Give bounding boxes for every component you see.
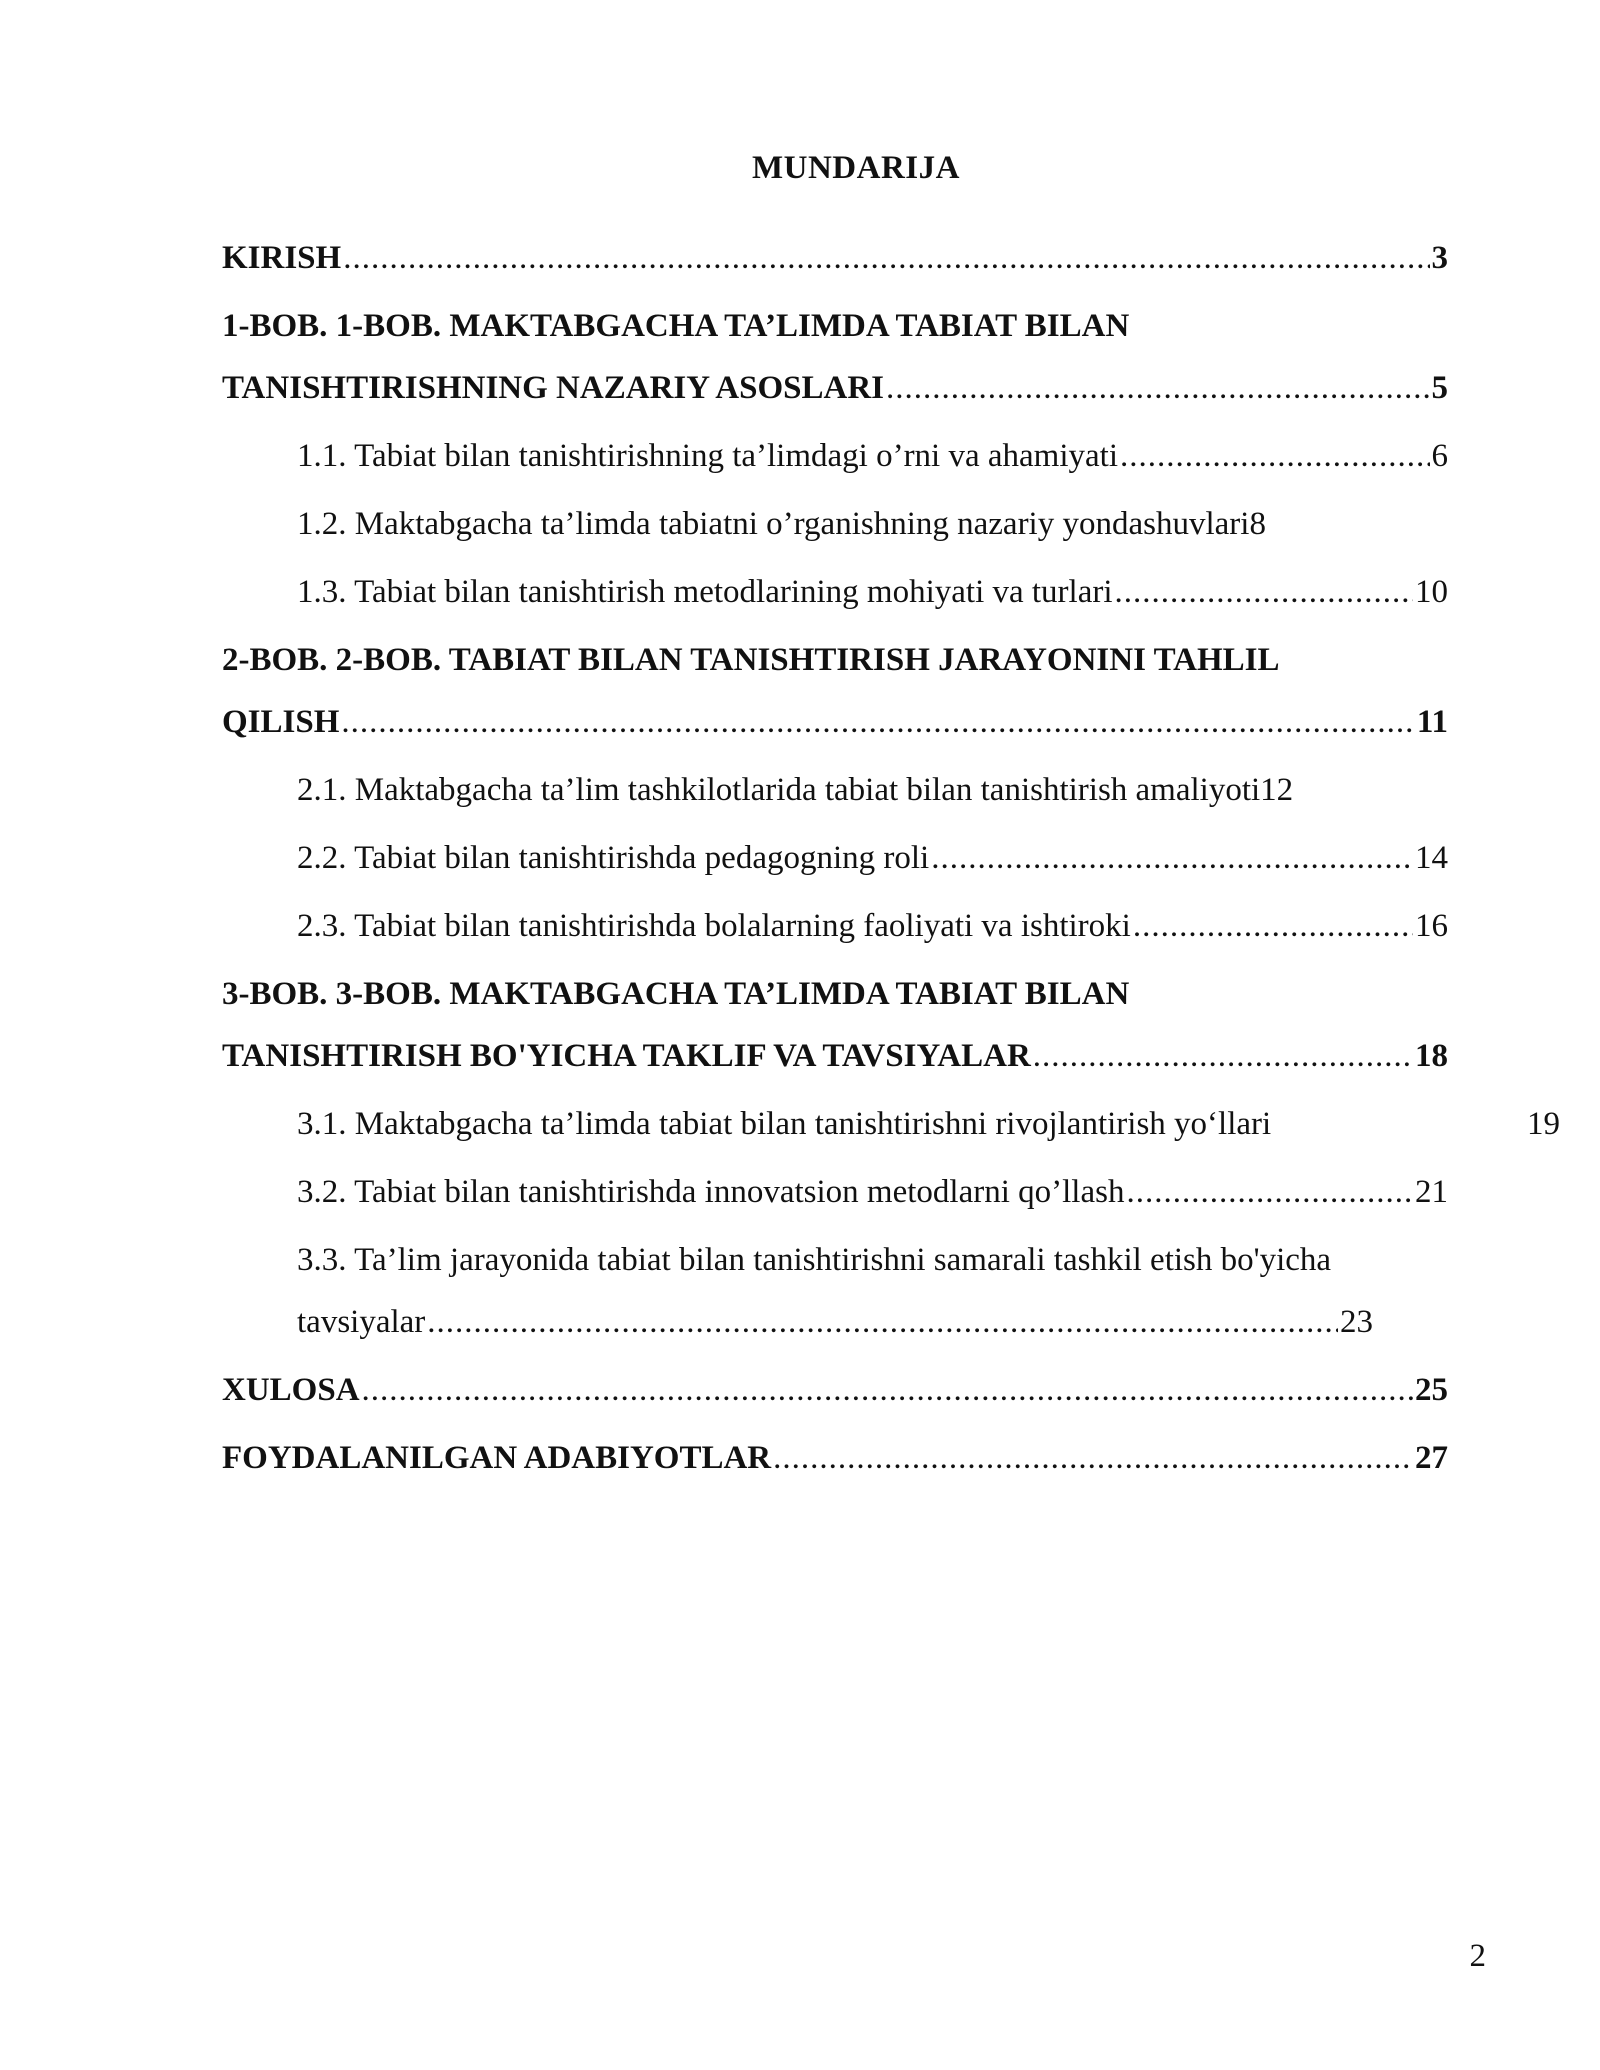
dot-leader bbox=[362, 1370, 1413, 1410]
toc-entry-label: 2.1. Maktabgacha ta’lim tashkilotlarida tabiat bilan tanishtirish amaliyoti bbox=[297, 772, 1261, 808]
toc-page-number: 19 bbox=[1527, 1106, 1560, 1142]
toc-entry-2-1[interactable] bbox=[222, 770, 1448, 810]
toc-page-number: 16 bbox=[1415, 908, 1448, 944]
toc-entry-1-2[interactable] bbox=[222, 504, 1448, 544]
toc-page-number: 3 bbox=[1431, 240, 1448, 276]
toc-page-number: 14 bbox=[1415, 840, 1448, 876]
toc-entry-1-3[interactable] bbox=[222, 572, 1448, 612]
toc-entry-xulosa[interactable] bbox=[222, 1370, 1448, 1410]
page-number: 2 bbox=[1469, 1938, 1486, 1974]
toc-entry-label: XULOSA bbox=[222, 1372, 360, 1408]
toc-entry-label: 1.3. Tabiat bilan tanishtirish metodlarining mohiyati va turlari bbox=[297, 574, 1113, 610]
toc-chapter-title-line2: TANISHTIRISH BO'YICHA TAKLIF VA TAVSIYALAR bbox=[222, 1038, 1031, 1074]
toc-page-number: 21 bbox=[1415, 1174, 1448, 1210]
toc-entry-3-1[interactable] bbox=[222, 1104, 1560, 1144]
dot-leader bbox=[931, 838, 1413, 878]
toc-page-number: 8 bbox=[1249, 506, 1266, 542]
toc-entry-label: 3.1. Maktabgacha ta’limda tabiat bilan tanishtirishni rivojlantirish yo‘llari bbox=[297, 1106, 1272, 1142]
toc-entry-label: KIRISH bbox=[222, 240, 342, 276]
dot-leader bbox=[886, 368, 1430, 408]
toc-page-number: 23 bbox=[1340, 1304, 1373, 1340]
dot-leader bbox=[1115, 572, 1413, 612]
dot-leader bbox=[1126, 1172, 1413, 1212]
toc-entry-label-line1: 3.3. Ta’lim jarayonida tabiat bilan tanishtirishni samarali tashkil etish bo'yicha bbox=[297, 1242, 1332, 1278]
toc-entry-adabiyotlar[interactable] bbox=[222, 1438, 1448, 1478]
toc-chapter-title-line1: 2-BOB. 2-BOB. TABIAT BILAN TANISHTIRISH JARAYONINI TAHLIL bbox=[222, 642, 1280, 678]
toc-chapter-title-line2: QILISH bbox=[222, 704, 340, 740]
toc-entry-2-3[interactable] bbox=[222, 906, 1448, 946]
dot-leader bbox=[1033, 1036, 1413, 1076]
toc-entry-label: 2.3. Tabiat bilan tanishtirishda bolalarning faoliyati va ishtiroki bbox=[297, 908, 1131, 944]
toc-entry-3-3[interactable] bbox=[222, 1240, 1448, 1342]
dot-leader bbox=[1133, 906, 1413, 946]
toc-page-number: 18 bbox=[1415, 1038, 1448, 1074]
toc-entry-bob2[interactable] bbox=[222, 640, 1448, 742]
toc-entry-1-1[interactable] bbox=[222, 436, 1448, 476]
toc-entry-bob3[interactable] bbox=[222, 974, 1448, 1076]
toc-entry-label: 1.2. Maktabgacha ta’limda tabiatni o’rganishning nazariy yondashuvlari bbox=[297, 506, 1250, 542]
toc-page-number: 10 bbox=[1415, 574, 1448, 610]
toc-entry-label: 3.2. Tabiat bilan tanishtirishda innovatsion metodlarni qo’llash bbox=[297, 1174, 1125, 1210]
dot-leader bbox=[343, 238, 1429, 278]
toc-chapter-title-line2: TANISHTIRISHNING NAZARIY ASOSLARI bbox=[222, 370, 884, 406]
toc-page-number: 5 bbox=[1431, 370, 1448, 406]
dot-leader bbox=[427, 1302, 1338, 1342]
toc-entry-label: 2.2. Tabiat bilan tanishtirishda pedagogning roli bbox=[297, 840, 930, 876]
toc-page-number: 11 bbox=[1416, 704, 1448, 740]
toc-entry-kirish[interactable] bbox=[222, 238, 1448, 278]
dot-leader bbox=[773, 1438, 1413, 1478]
toc-entry-bob1[interactable] bbox=[222, 306, 1448, 408]
dot-leader bbox=[1120, 436, 1430, 476]
toc-page-number: 25 bbox=[1415, 1372, 1448, 1408]
toc-title: MUNDARIJA bbox=[752, 150, 960, 186]
toc-page-number: 27 bbox=[1415, 1440, 1448, 1476]
toc-page-number: 12 bbox=[1260, 772, 1294, 808]
toc-entry-3-2[interactable] bbox=[222, 1172, 1448, 1212]
toc-entry-2-2[interactable] bbox=[222, 838, 1448, 878]
toc-entry-label-line2: tavsiyalar bbox=[297, 1304, 426, 1340]
toc-entry-label: FOYDALANILGAN ADABIYOTLAR bbox=[222, 1440, 772, 1476]
toc-page-number: 6 bbox=[1431, 438, 1448, 474]
toc-entry-label: 1.1. Tabiat bilan tanishtirishning ta’limdagi o’rni va ahamiyati bbox=[297, 438, 1118, 474]
toc-chapter-title-line1: 3-BOB. 3-BOB. MAKTABGACHA TA’LIMDA TABIAT BILAN bbox=[222, 976, 1130, 1012]
table-of-contents bbox=[222, 238, 1560, 1506]
dot-leader bbox=[341, 702, 1414, 742]
toc-chapter-title-line1: 1-BOB. 1-BOB. MAKTABGACHA TA’LIMDA TABIAT BILAN bbox=[222, 308, 1130, 344]
